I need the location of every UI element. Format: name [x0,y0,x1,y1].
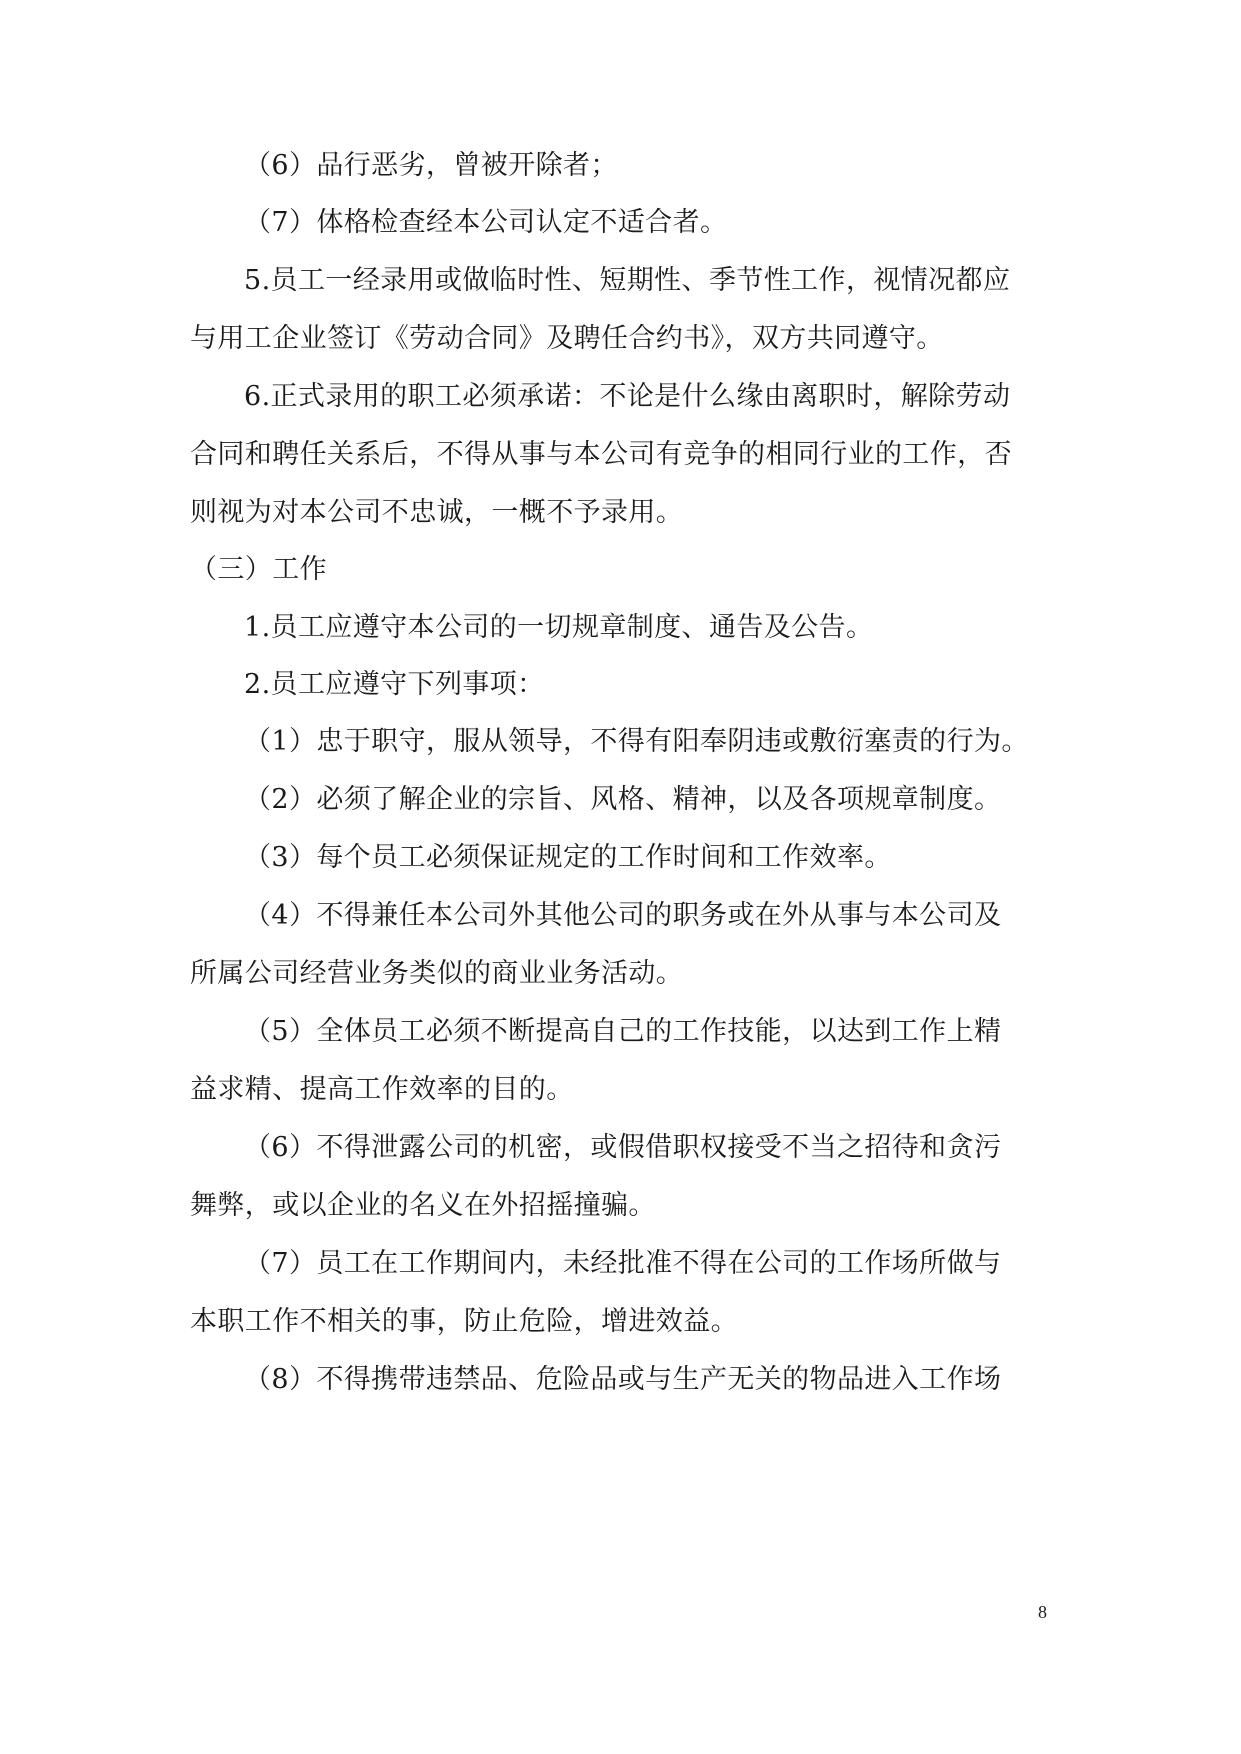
list-item: （7）体格检查经本公司认定不适合者。 [244,207,728,238]
list-item-continuation: 本职工作不相关的事，防止危险，增进效益。 [190,1306,738,1337]
paragraph-line: 1.员工应遵守本公司的一切规章制度、通告及公告。 [244,612,874,643]
list-item: （4）不得兼任本公司外其他公司的职务或在外从事与本公司及 [244,900,1002,931]
list-item: （3）每个员工必须保证规定的工作时间和工作效率。 [244,842,892,873]
section-heading: （三）工作 [190,554,327,585]
list-item-continuation: 所属公司经营业务类似的商业业务活动。 [190,958,684,989]
list-item-continuation: 舞弊，或以企业的名义在外招摇撞骗。 [190,1190,656,1221]
paragraph-line: 与用工企业签订《劳动合同》及聘任合约书》，双方共同遵守。 [190,323,944,354]
paragraph-line: 5.员工一经录用或做临时性、短期性、季节性工作，视情况都应 [244,265,1011,296]
list-item: （6）不得泄露公司的机密，或假借职权接受不当之招待和贪污 [244,1132,1002,1163]
list-item: （8）不得携带违禁品、危险品或与生产无关的物品进入工作场 [244,1364,1002,1395]
paragraph-line: 则视为对本公司不忠诚，一概不予录用。 [190,497,684,528]
list-item: （6）品行恶劣，曾被开除者； [244,150,618,181]
list-item-continuation: 益求精、提高工作效率的目的。 [190,1074,574,1105]
paragraph-line: 6.正式录用的职工必须承诺：不论是什么缘由离职时，解除劳动 [244,381,1011,412]
list-item: （5）全体员工必须不断提高自己的工作技能，以达到工作上精 [244,1016,1002,1047]
page-number: 8 [1038,1602,1047,1622]
list-item: （7）员工在工作期间内，未经批准不得在公司的工作场所做与 [244,1248,1002,1279]
list-item: （2）必须了解企业的宗旨、风格、精神，以及各项规章制度。 [244,784,1002,815]
paragraph-line: 2.员工应遵守下列事项： [244,669,545,700]
paragraph-line: 合同和聘任关系后，不得从事与本公司有竞争的相同行业的工作，否 [190,439,1012,470]
list-item: （1）忠于职守，服从领导，不得有阳奉阴违或敷衍塞责的行为。 [244,726,1029,757]
